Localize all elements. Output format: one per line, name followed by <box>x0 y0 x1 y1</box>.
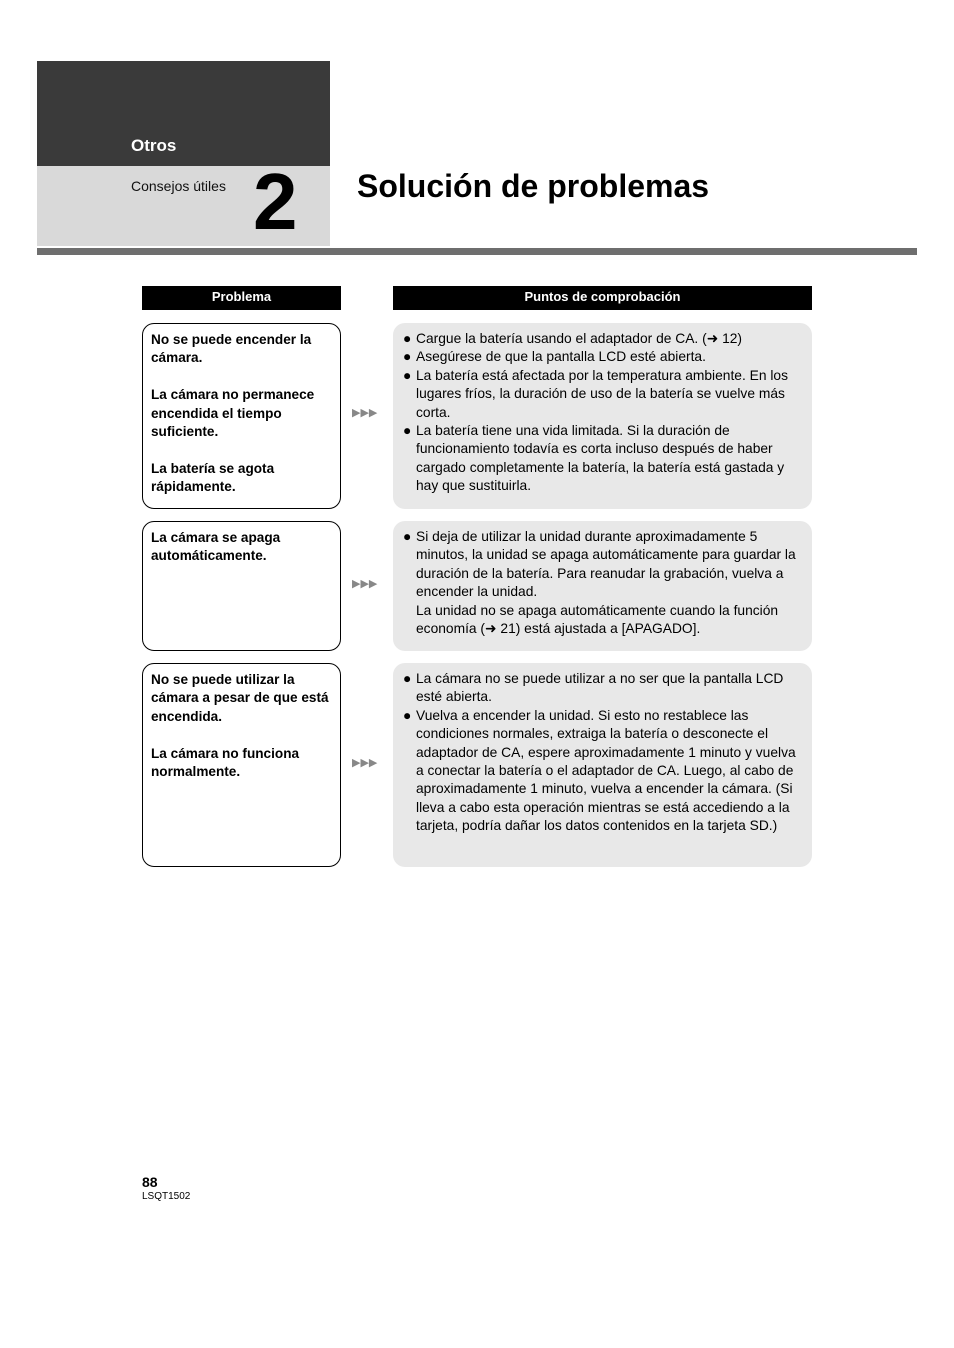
problem-text: No se puede utilizar la cámara a pesar de que está encendida. <box>151 672 329 724</box>
checkpoints-box-1 <box>393 323 812 509</box>
problem-box-3 <box>142 663 341 867</box>
arrow-icon: ▶▶▶ <box>352 757 378 769</box>
checkpoints-box-3 <box>393 663 812 867</box>
problem-box-2 <box>142 521 341 651</box>
arrow-icon: ▶▶▶ <box>352 578 378 590</box>
arrow-icon: ▶▶▶ <box>352 407 378 419</box>
problem-text: La cámara no permanece encendida el tiempo suficiente. <box>151 387 315 440</box>
checkpoint-note: La unidad no se apaga automáticamente cuando la función economía (➜ 21) está ajustada a [APAGADO]. <box>416 602 779 637</box>
problem-text: No se puede encender la cámara. <box>151 332 312 366</box>
bullet-icon: ● <box>403 367 412 383</box>
checkpoint-item: ● Vuelva a encender la unidad. Si esto no restablece las condiciones normales, extraiga la batería o desconecte el adaptador de CA, espere aproximadamente 1 minuto y vuelva a conectar la batería o el adaptador de CA. Luego, al cabo de aproximadamente 1 minuto, vuelva a encender la cámara. (Si lleva a cabo esta operación mientras se está accediendo a la tarjeta, podría dañar los datos contenidos en la tarjeta SD.) <box>403 707 796 834</box>
document-code: LSQT1502 <box>142 1191 191 1202</box>
bullet-icon: ● <box>403 707 412 723</box>
chapter-number: 2 <box>253 157 298 246</box>
checkpoints-box-2 <box>393 521 812 651</box>
checkpoint-item: ● La cámara no se puede utilizar a no ser que la pantalla LCD esté abierta. <box>403 671 784 705</box>
column-header-checkpoints: Puntos de comprobación <box>393 286 812 310</box>
bullet-icon: ● <box>403 529 412 544</box>
checkpoint-item: ● Asegúrese de que la pantalla LCD esté abierta. <box>403 348 800 366</box>
section-title: Otros <box>131 136 177 155</box>
problem-box-1 <box>142 323 341 509</box>
checkpoint-item: ● Cargue la batería usando el adaptador de CA. (➜ 12) <box>403 330 800 348</box>
subsection-title: Consejos útiles <box>131 178 226 194</box>
page-number: 88 <box>142 1174 158 1190</box>
bullet-icon: ● <box>403 331 412 346</box>
subsection-header <box>37 157 330 246</box>
checkpoint-item: ● La batería tiene una vida limitada. Si la duración de funcionamiento todavía es corta incluso después de haber cargado completamente la batería, la batería está gastada y hay que sustituirla. <box>403 423 785 494</box>
bullet-icon: ● <box>403 671 412 686</box>
section-header <box>37 61 330 166</box>
page-title: Solución de problemas <box>357 168 710 204</box>
problem-text: La cámara no funciona normalmente. <box>151 745 300 780</box>
bullet-icon: ● <box>403 423 412 439</box>
problem-text: La cámara se apaga automáticamente. <box>151 530 281 564</box>
checkpoint-item: ● Si deja de utilizar la unidad durante aproximadamente 5 minutos, la unidad se apaga automáticamente para guardar la duración de la batería. Para reanudar la grabación, vuelva a encender la unidad. La unidad no se apaga automáticamente cuando la función economía (➜ 21) está ajustada a [APAGADO]. <box>403 528 800 638</box>
checkpoint-item: ● La batería está afectada por la temperatura ambiente. En los lugares fríos, la duración de uso de la batería se vuelve más corta. <box>403 367 788 420</box>
column-header-problem: Problema <box>142 286 341 310</box>
header-divider <box>37 248 917 255</box>
bullet-icon: ● <box>403 349 412 365</box>
problem-text: La batería se agota rápidamente. <box>151 460 275 495</box>
